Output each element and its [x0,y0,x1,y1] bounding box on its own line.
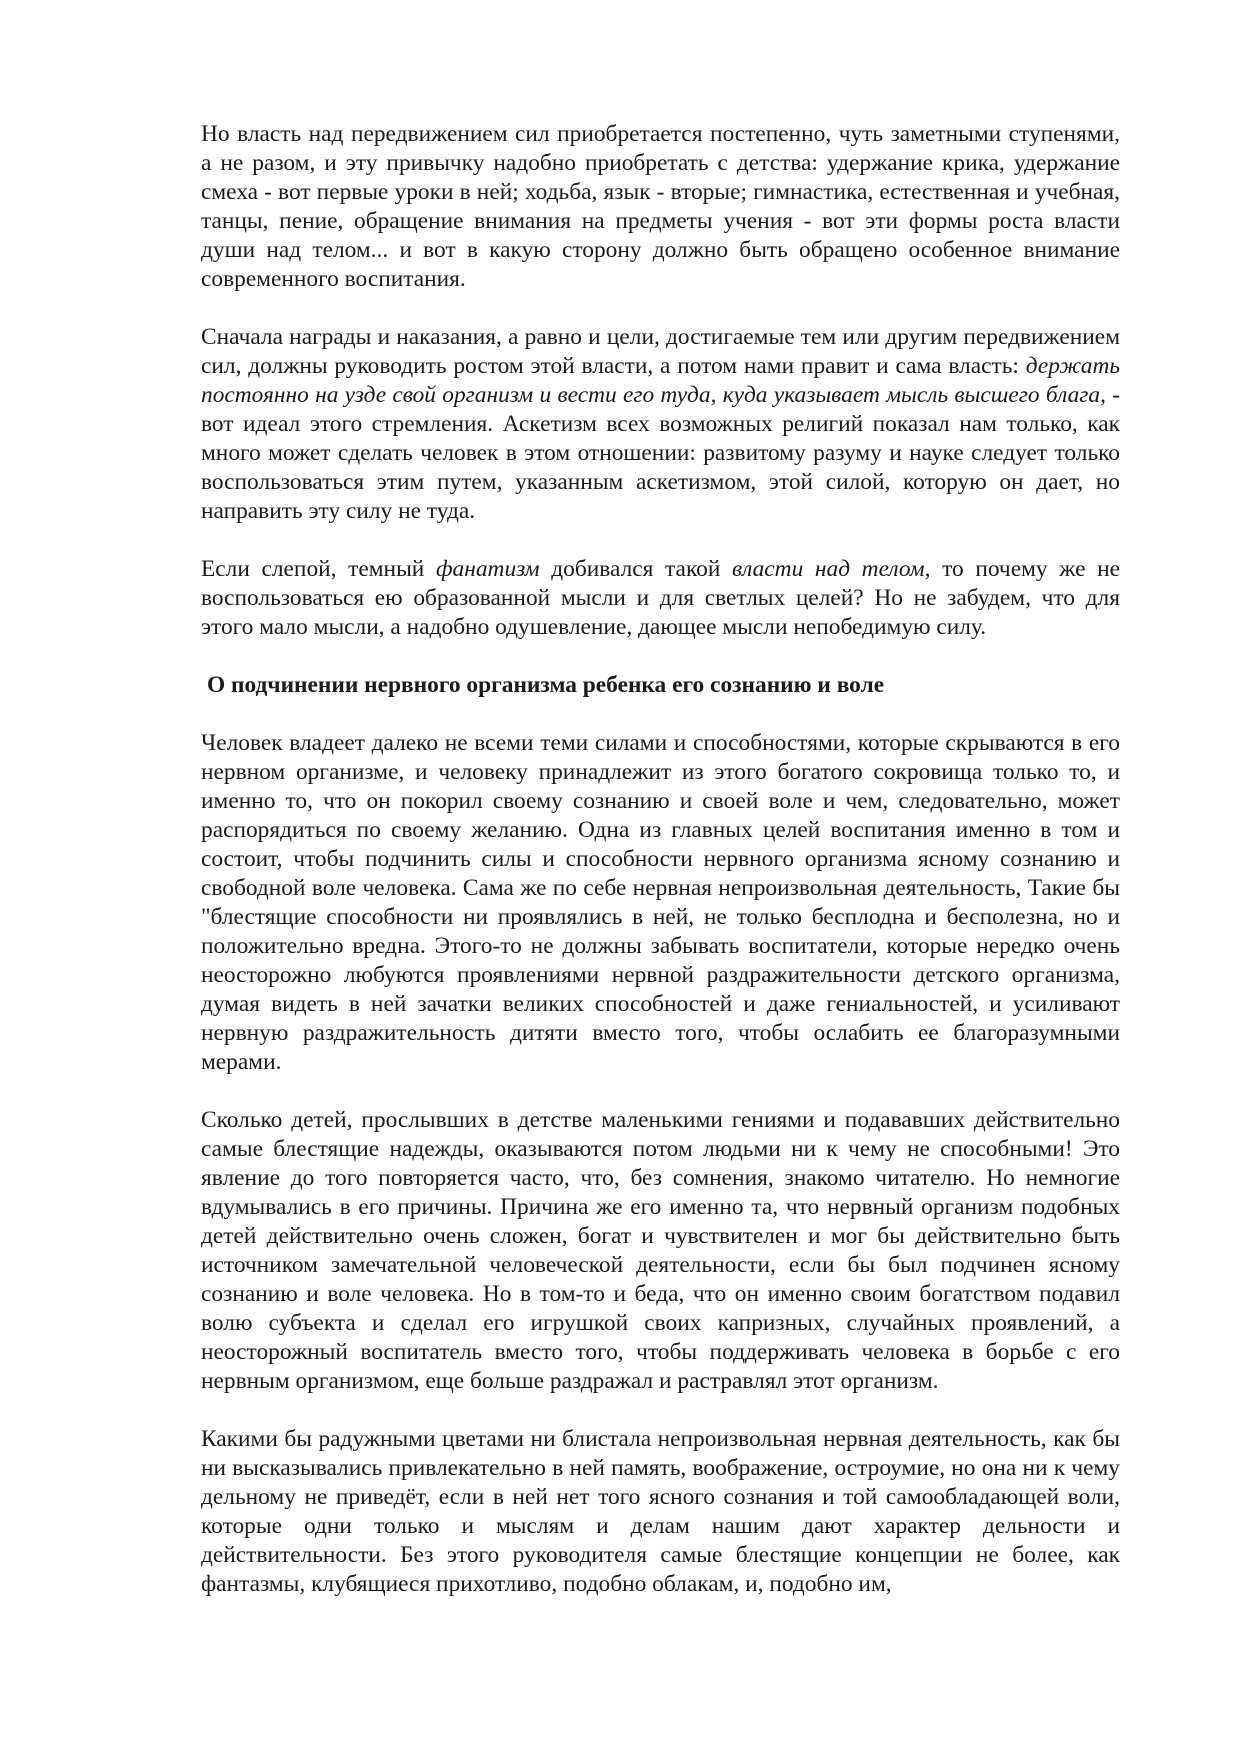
paragraph-3-italic-fanatism: фанатизм [435,556,540,582]
paragraph-2-text-a: Сначала награды и наказания, а равно и цели, достигаемые тем или другим передвижением сил, должны руководить ростом этой власти, а потом нами правит и сама власть: [201,324,1120,379]
paragraph-2 [201,323,1120,526]
paragraph-5: Сколько детей, прослывших в детстве маленькими гениями и подававших действительно самые блестящие надежды, оказываются потом людьми ни к чему не способными! Это явление до того повторяется часто, что, без сомнения, знакомо читателю. Но немногие вдумывались в его причины. Причина же его именно та, что нервный организм подобных детей действительно очень сложен, богат и чувствителен и мог бы действительно быть источником замечательной человеческой деятельности, если бы был подчинен ясному сознанию и воле человека. Но в том-то и беда, что он именно своим богатством подавил волю субъекта и сделал его игрушкой своих капризных, случайных проявлений, а неосторожный воспитатель вместо того, чтобы поддерживать человека в борьбе с его нервным организмом, еще больше раздражал и растравлял этот организм. [201,1107,1120,1394]
document-body [201,120,1120,1628]
paragraph-4: Человек владеет далеко не всеми теми силами и способностями, которые скрываются в его нервном организме, и человеку принадлежит из этого богатого сокровища только то, и именно то, что он покорил своему сознанию и своей воле и чем, следовательно, может распорядиться по своему желанию. Одна из главных целей воспитания именно в том и состоит, чтобы подчинить силы и способности нервного организма ясному сознанию и свободной воле человека. Сама же по себе нервная непроизвольная деятельность, Такие бы "блестящие способности ни проявлялись в ней, не только бесплодна и бесполезна, но и положительно вредна. Этого-то не должны забывать воспитатели, которые нередко очень неосторожно любуются проявлениями нервной раздражительности детского организма, думая видеть в ней зачатки великих способностей и даже гениальностей, и усиливают нервную раздражительность дитяти вместо того, чтобы ослабить ее благоразумными мерами. [201,730,1120,1075]
paragraph-2-italic-phrase: держать постоянно на узде свой организм и вести его туда, куда указывает мысль высшего блага, [201,353,1120,408]
paragraph-3-text-e: то почему же не воспользоваться ею образованной мысли и для светлых целей? Но не забудем, что для этого мало мысли, а надобно одушевление, дающее мысли непобедимую силу. [201,556,1120,640]
paragraph-3 [201,555,1120,642]
paragraph-3-text-c: добивался такой [539,556,732,582]
paragraph-3-italic-power: власти над телом, [731,556,931,582]
section-heading: О подчинении нервного организма ребенка его сознанию и воле [207,672,885,698]
paragraph-2-text-c: - вот идеал этого стремления. Аскетизм всех возможных религий показал нам только, как много может сделать человек в этом отношении: развитому разуму и науке следует только воспользоваться этим путем, указанным аскетизмом, этой силой, которую он дает, но направить эту силу не туда. [201,382,1121,524]
paragraph-3-text-a: Если слепой, темный [201,556,436,582]
paragraph-6: Какими бы радужными цветами ни блистала непроизвольная нервная деятельность, как бы ни высказывались привлекательно в ней память, воображение, остроумие, но она ни к чему дельному не приведёт, если в ней нет того ясного сознания и той самообладающей воли, которые одни только и мыслям и делам нашим дают характер дельности и действительности. Без этого руководителя самые блестящие концепции не более, как фантазмы, клубящиеся прихотливо, подобно облакам, и, подобно им, [201,1426,1120,1597]
paragraph-1: Но власть над передвижением сил приобретается постепенно, чуть заметными ступенями, а не разом, и эту привычку надобно приобретать с детства: удержание крика, удержание смеха - вот первые уроки в ней; ходьба, язык - вторые; гимнастика, естественная и учебная, танцы, пение, обращение внимания на предметы учения - вот эти формы роста власти души над телом... и вот в какую сторону должно быть обращено особенное внимание современного воспитания. [201,121,1120,292]
